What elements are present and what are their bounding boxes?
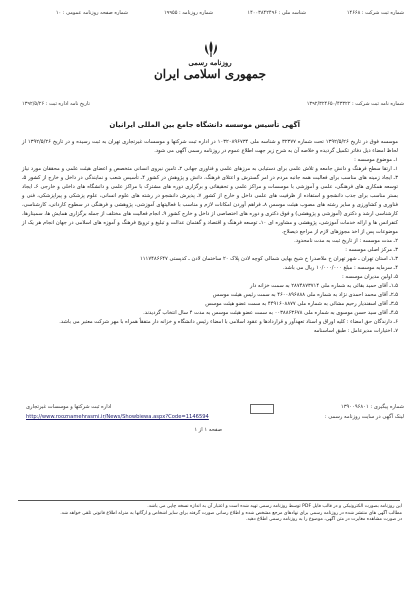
notice-paragraph: ۵ـ۳ـ آقای اسفندیار رحیم مشائی به شماره ملی ۴۴۹۱۶۰۸۸۷۷ به سمت عضو هیئت موسس [205,301,398,307]
notice-paragraph: موسسه فوق در تاریخ ۱۳۹۲/۵/۲۶ تحت شماره ۳۲۳۷۷ و شناسه ملی ۱۰۳۲۰۸۹۶۷۳۴ در اداره ثبت شرکتها و موسسات غیرتجاری تهران به ثبت رسیده و در تاریخ ۱۳۹۲/۵/۲۶ از لحاظ امضاء ذیل دفاتر تکمیل گردیده و خلاصه آن به شرح زیر جهت اطلاع عموم در روزنامه رسمی آگهی می شود. [22,139,399,154]
tracking-code: شماره پیگیری : ۱۳۹۰۰۹۶۸۰۱ [340,404,404,410]
national-id: شناسه ملی : ۱۴۰۰۳۸۴۲۴۹۶ [247,10,306,16]
notice-paragraph: ۵ـ۴ـ آقای سید حسن موسوی به شماره ملی ۰۰۳۸۸۶۳۶۷۸ به سمت عضو هیئت موسس به مدت ۴ سال انتخاب گردیدند. [143,310,398,316]
notice-paragraph: ۲ـ مدت موسسه : از تاریخ ثبت به مدت نامحدود. [294,238,398,244]
notice-paragraph: ۷ـ اختیارات مدیرعامل : طبق اساسنامه [313,328,398,334]
notice-paragraph: ۶ـ دارندگان حق امضاء : کلیه اوراق و اسناد تعهدآور و قراردادها و عقود اسلامی با امضاء رئیس دانشگاه و خزانه دار متفقاً همراه با مهر شرکت معتبر می باشد. [59,319,398,325]
letter-number: شماره نامه ثبت شرکت : ۱۳۹۲/۳۲۴۶۵۰/۴۳۳۲۲ [306,101,404,107]
footer-divider [18,500,400,501]
iran-emblem-icon [200,40,222,58]
source-url-link[interactable]: http://www.rooznamehrasmi.ir/News/Showbiewa.aspx?Code=1146594 [26,414,209,420]
signature-office: اداره ثبت شرکتها و موسسات غیرتجاری [26,404,112,410]
record-number: شماره صفحه روزنامه عمومی : ۱۰ [55,10,128,16]
footnote-item: این روزنامه بصورت الکترونیکی و در قالب فایل PDF توسط روزنامه رسمی تهیه شده است و اعتبار آن به اندازه نسخه چاپی می باشد. [147,504,402,509]
notice-paragraph: ۱ـ ارتقا سطح فرهنگ و دانش جامعه و تلاش علمی برای دستیابی به مرزهای علمی و فناوری جهانی ۲ـ تامین نیروی انسانی متخصص و اعضای هیئت علمی و محققان مورد نیاز ۳ـ ایجاد زمینه های مناسب برای فعالیت همه جانبه مردم در امر گسترش و اعتلای فرهنگ، دانش و پژوهش در کشور ۴ـ تأسیس شعب و نمایندگی در داخل و خارج از کشور ۵ـ توسعه همکاری های فرهنگی، علمی و آموزشی با موسسات و مراکز علمی و تحقیقاتی و برگزاری دوره های مشترک با مراکز علمی و دانشگاه های داخلی و خارجی ۶ـ ایجاد بستر مناسب برای جذب دانشجو و استفاده از ظرفیت های علمی داخل و خارج از کشور ۷ـ پذیرش دانشجو در رشته های علوم انسانی، علوم پزشکی و پیراپزشکی، فنی و فناوری و کشاورزی و سایر رشته های مصوب هیئت موسس ۸ـ فراهم آوردن امکانات لازم و مناسب با فعالیتهای آموزشی، پژوهشی و فرهنگی در سطوح کاردانی، کارشناسی، کارشناسی ارشد و دکتری (آموزشی و پژوهشی) و فوق دکتری و دوره های اختصاصی از داخل و خارج کشور ۹ـ انجام فعالیت های مختلف از جمله برگزاری همایش ها، سمینارها، کنفرانس ها و ارائه خدمات آموزشی، پژوهشی و مشاوره ای ۱۰ـ توسعه فرهنگ و اقتصاد و گفتمان عدالت و تبلیغ و ترویج فرهنگ و آموزه های اسلامی در جهان انجام هر یک از موضوعات پس از اخذ مجوزهای لازم از مراجع ذیصلاح. [22,166,399,235]
stamp-box [250,404,274,414]
company-registration-number: شماره ثبت شرکت : ۱۴۶۶۸ [346,10,404,16]
page-number: صفحه ۱ از ۱ [194,427,222,433]
notice-paragraph: ۴ـ سرمایه موسسه : مبلغ ۱۰/۰۰۰/۰۰۰ ریال می باشد. [282,265,398,271]
notice-paragraph: ۵ـ۱ـ آقای حمید بقائی به شماره ملی ۲۸۷۴۸۷۳۷۱۴ به سمت خزانه دار [250,283,398,289]
notice-body [22,138,398,336]
notice-paragraph: ۳ـ مرکز اصلی موسسه : [345,247,398,253]
letter-date: تاریخ نامه اداره ثبت : ۱۳۹۲/۵/۲۶ [22,101,90,107]
source-label: لینک آگهی در سایت روزنامه رسمی : [324,414,404,420]
newspaper-masthead [150,58,270,81]
footnote-item: مطالب آگهی های منتشر شده در روزنامه رسمی برای نهادهای مرجع مشخص شده و اطلاع رسانی صورت گرفته برای سایر اشخاص و ارگانها به منزله اطلاع قانونی تلقی خواهد شد. [60,510,402,516]
notice-title: آگهی تأسیس موسسه دانشگاه جامع بین المللی ایرانیان [109,121,300,129]
notice-paragraph: ۳ـ۱ـ استان تهران ـ شهر تهران خ ملاصدرا خ شیخ بهایی شمالی کوچه لادن پلاک ۲۰ ساختمان لادن ـ کدپستی ۱۱۱۷۴۸۶۶۴۷ [139,256,398,262]
masthead-line-1: روزنامه رسمی [188,58,232,67]
issue-number: شماره روزنامه : ۱۹۹۵۵ [163,10,213,16]
notice-paragraph: ۱ـ موضوع موسسه : [354,157,398,163]
masthead-line-2: جمهوری اسلامی ایران [153,67,267,81]
footnotes [22,504,402,524]
footnote-item: در صورت مشاهده مغایرت در متن آگهی، موضوع را به روزنامه رسمی اطلاع دهید. [245,517,402,522]
notice-paragraph: ۵ـ۲ـ آقای محمد احمدی نژاد به شماره ملی ۴۶۰۰۸۹۶۸۸۸ به سمت رئیس هیئت موسس [212,292,398,298]
notice-paragraph: ۵ـ اولین مدیران موسسه : [342,274,398,280]
